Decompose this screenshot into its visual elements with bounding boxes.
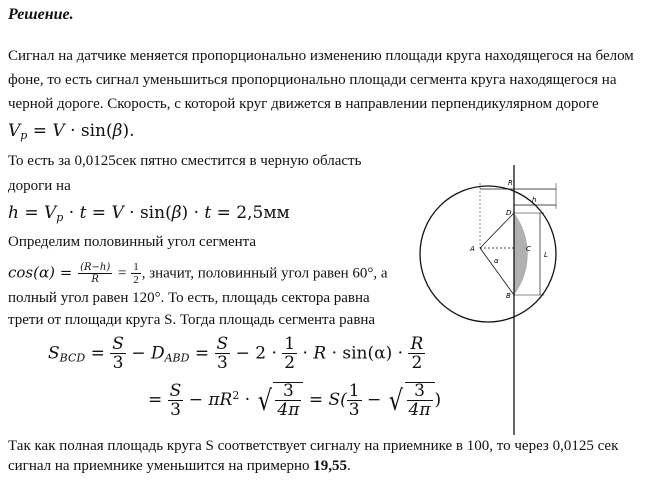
fraction-r-minus-h: $\frac{(R-h)}{R}$ [80,262,111,285]
shaded-segment [514,213,528,295]
equals-sign: = [117,265,127,282]
cos-formula-line [8,262,388,286]
sqrt-3-over-4pi: √ $\frac{3}{4\pi}$ [387,382,435,419]
label-d: D [506,209,512,217]
paragraph-line: полный угол равен 120°. То есть, площадь сектора равна [8,290,370,306]
label-l: L [544,251,548,259]
result-value: 19,55 [313,458,348,474]
cos-suffix: , значит, половинный угол равен 60°, а [141,265,388,282]
label-h: h [532,196,537,204]
cos-prefix: cos(α) = [8,263,73,282]
paragraph-line: черной дороге. Скорость, с которой круг движется в направлении перпендикулярном дороге [8,96,599,112]
paragraph-line: То есть за 0,0125сек пятно сместится в черную область [8,153,362,169]
label-b: B [506,292,511,300]
formula-s-line2: = $\frac{S}{3}$ − $\pi R^2$ · √ $\frac{3}{4\pi}$ = S( $\frac{1}{3}$ − √ $\frac{3}{4\pi}$ ) [148,380,442,420]
solution-title: Решение. [8,6,74,23]
paragraph-line: трети от площади круга S. Тогда площадь сегмента равна [8,312,376,328]
label-c: C [526,245,531,253]
label-alpha: α [494,257,499,265]
formula-h: $h = V_p \cdot t = V \cdot \sin(\beta) \cdot t = 2,5мм$ [8,203,290,224]
paragraph-line: сигнал на приемнике уменьшится на примерно 19,55. [8,458,351,474]
radius-to-d [480,213,514,248]
fraction-half: $\frac{1}{2}$ [133,261,139,286]
radius-to-b [480,248,514,295]
formula-vp: $V_p = V \cdot \sin(\beta)$. [8,121,135,142]
paragraph-line: Сигнал на датчике меняется пропорционально изменению площади круга находящегося на белом [8,48,634,64]
label-r: R [508,179,513,187]
paragraph-line: дороги на [8,178,71,194]
circle [420,186,556,322]
sqrt-3-over-4pi: √ $\frac{3}{4\pi}$ [256,382,304,419]
paragraph-line: Определим половинный угол сегмента [8,234,257,250]
paragraph-line: фоне, то есть сигнал уменьшиться пропорционально площади сегмента круга находящегося на [8,72,617,88]
formula-s-line1: $S_{BCD}$ = $\frac{S}{3}$ − $D_{ABD}$ = $\frac{S}{3}$ − 2 · $\frac{1}{2}$ · R · sin(α) · $\frac{R}{2}$ [48,334,424,373]
circle-segment-diagram [410,165,560,435]
label-a: A [470,245,475,253]
paragraph-line: Так как полная площадь круга S соответствует сигналу на приемнике в 100, то через 0,0125 сек [8,438,619,454]
